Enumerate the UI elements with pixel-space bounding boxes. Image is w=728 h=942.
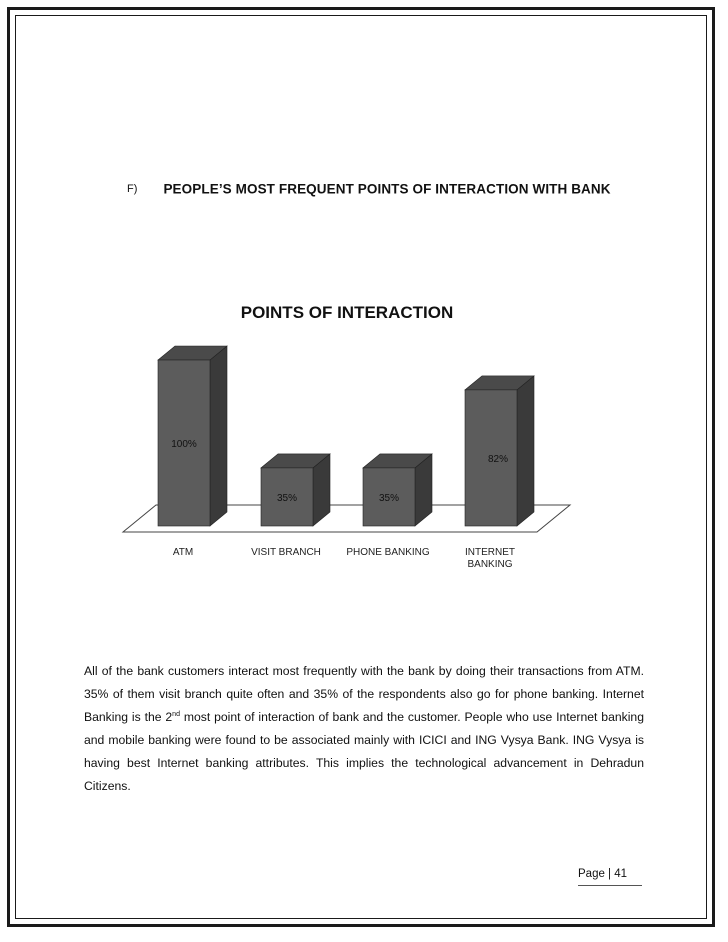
category-label: PHONE BANKING [346,547,430,558]
chart-bars [158,346,534,526]
footer-rule [578,885,642,886]
data-label: 35% [378,492,400,504]
bar-2 [261,454,330,526]
data-label: 100% [171,439,197,450]
bar-side [210,346,227,526]
chart-category-labels [173,547,515,570]
paragraph-text-2: most point of interaction of bank and the customer. People who use Internet banking and mobile banking were found to be associated mainly with ICICI and ING Vysya Bank. ING Vysya is having best Internet banking attributes. This implies the technological advancement in Dehradun Citizens. [84,710,644,793]
section-title: PEOPLE’S MOST FREQUENT POINTS OF INTERACTION WITH BANK [163,181,611,197]
category-label: INTERNET [465,547,515,558]
ordinal-superscript: nd [172,710,180,718]
body-paragraph [84,660,644,798]
chart-title: POINTS OF INTERACTION [240,303,454,322]
category-label: BANKING [467,559,513,570]
bar-3 [363,454,432,526]
data-label: 35% [276,492,298,504]
category-label: VISIT BRANCH [251,547,321,558]
section-letter: F) [127,182,138,195]
data-label: 82% [487,453,509,465]
paragraph-text-1: All of the bank customers interact most frequently with the bank by doing their transactions from ATM. 35% of them visit branch quite often and 35% of the respondents also go for phone banking. Internet Banking is the 2 [84,664,644,724]
page-number: Page | 41 [578,868,628,880]
bar-4 [465,376,534,526]
bar-side [517,376,534,526]
category-label: ATM [172,547,194,558]
bar-1 [158,346,227,526]
